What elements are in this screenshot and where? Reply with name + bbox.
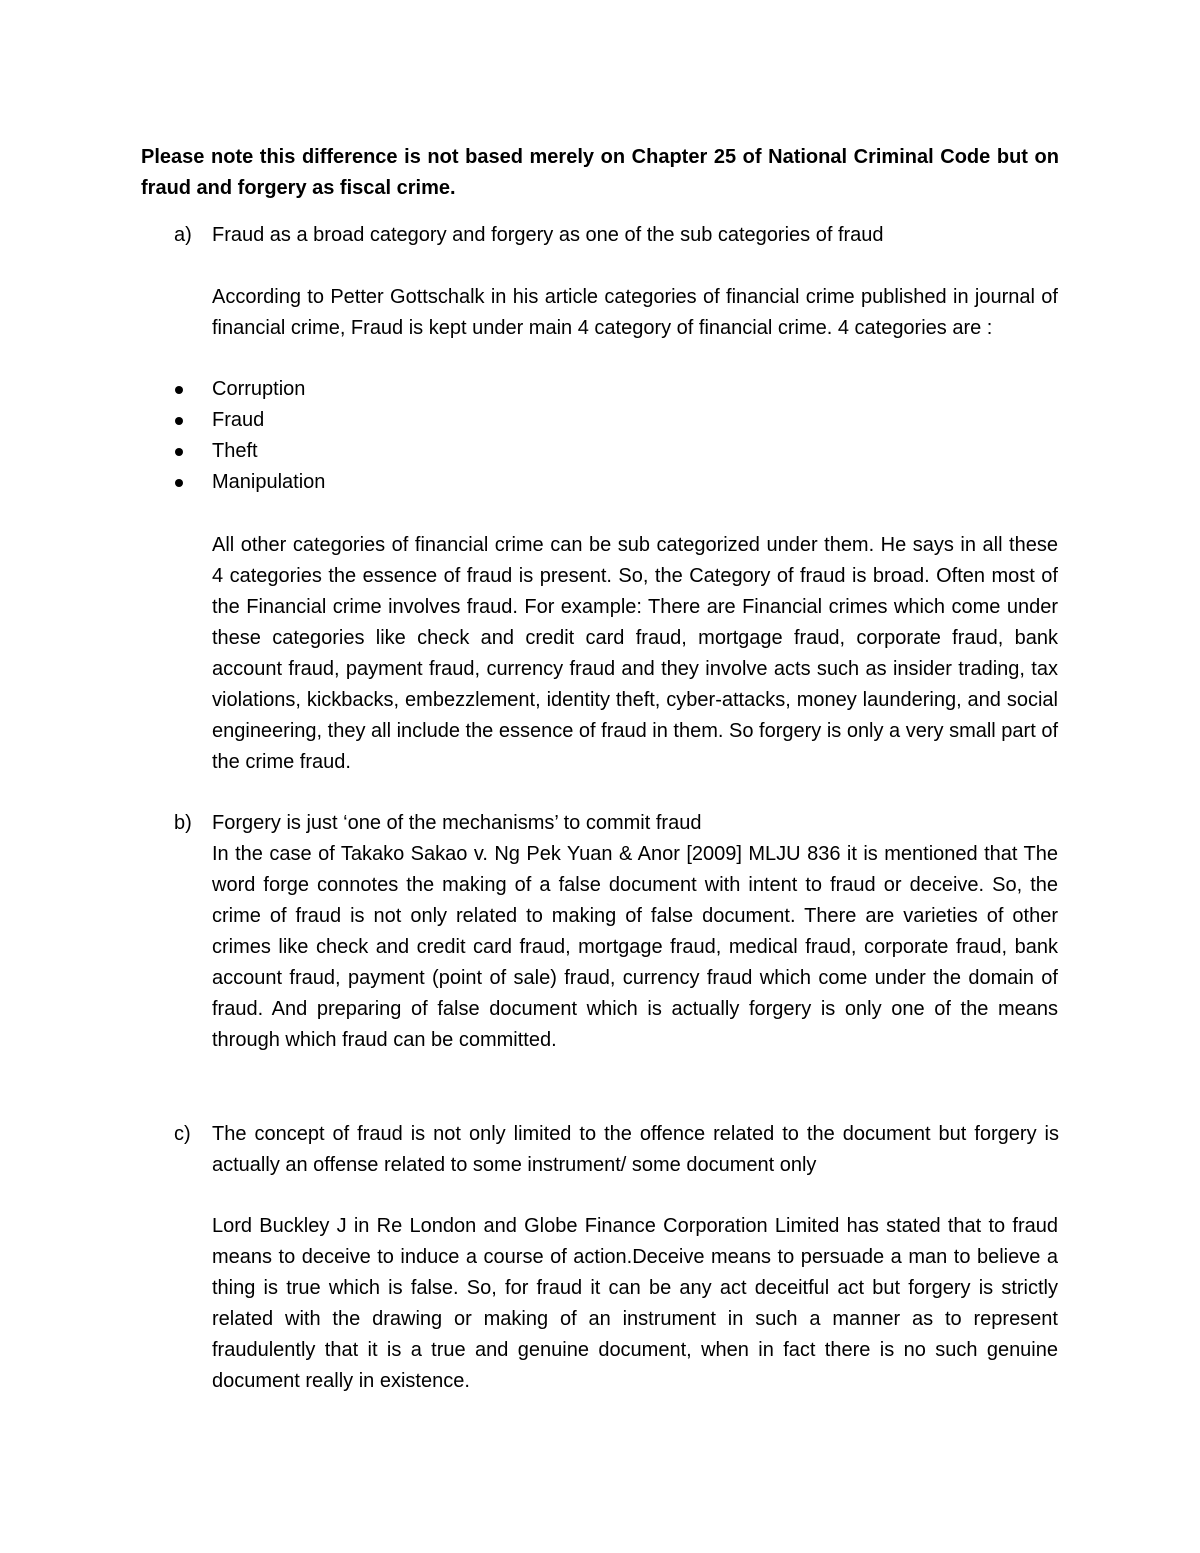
bullet-icon: [175, 448, 183, 456]
bullet-icon: [175, 386, 183, 394]
list-item-label: Fraud: [212, 409, 265, 431]
section-b-heading-row: [141, 808, 1059, 839]
list-item: [141, 436, 1059, 467]
section-c-marker: c): [174, 1123, 191, 1145]
section-a-paragraph-2: All other categories of financial crime can be sub categorized under them. He says in all these 4 categories the essence of fraud is present. So, the Category of fraud is broad. Often most of the Financial crime involves fraud. For example: There are Financial crimes which come under these categories like check and credit card fraud, mortgage fraud, corporate fraud, bank account fraud, payment fraud, currency fraud and they involve acts such as insider trading, tax violations, kickbacks, embezzlement, identity theft, cyber-attacks, money laundering, and social engineering, they all include the essence of fraud in them. So forgery is only a very small part of the crime fraud.: [212, 534, 1059, 773]
list-item-label: Theft: [212, 440, 258, 462]
list-item-label: Manipulation: [212, 471, 326, 493]
section-a-paragraph-1: According to Petter Gottschalk in his article categories of financial crime published in journal of financial crime, Fraud is kept under main 4 category of financial crime. 4 categories are :: [212, 286, 1058, 339]
list-item: [141, 405, 1059, 436]
section-a-heading: Fraud as a broad category and forgery as one of the sub categories of fraud: [212, 224, 884, 246]
bullet-icon: [175, 417, 183, 425]
section-b-paragraph: In the case of Takako Sakao v. Ng Pek Yuan & Anor [2009] MLJU 836 it is mentioned that The word forge connotes the making of a false document with intent to fraud or deceive. So, the crime of fraud is not only related to making of false document. There are varieties of other crimes like check and credit card fraud, mortgage fraud, medical fraud, corporate fraud, bank account fraud, payment (point of sale) fraud, currency fraud which come under the domain of fraud. And preparing of false document which is actually forgery is only one of the means through which fraud can be committed.: [212, 843, 1058, 1051]
section-a-marker: a): [174, 224, 192, 246]
section-c-heading: The concept of fraud is not only limited to the offence related to the document but forgery is actually an offense related to some instrument/ some document only: [212, 1123, 1059, 1176]
list-item: [141, 467, 1059, 498]
section-c-heading-row: [141, 1119, 1059, 1181]
section-c-paragraph: Lord Buckley J in Re London and Globe Finance Corporation Limited has stated that to fraud means to deceive to induce a course of action.Deceive means to persuade a man to believe a thing is true which is false. So, for fraud it can be any act deceitful act but forgery is strictly related with the drawing or making of an instrument in such a manner as to represent fraudulently that it is a true and genuine document, when in fact there is no such genuine document really in existence.: [212, 1215, 1058, 1392]
list-item: [141, 374, 1059, 405]
bullet-icon: [175, 479, 183, 487]
category-list: [141, 374, 1059, 498]
section-b-marker: b): [174, 812, 192, 834]
section-a-heading-row: [141, 220, 1059, 251]
list-item-label: Corruption: [212, 378, 306, 400]
intro-note: Please note this difference is not based merely on Chapter 25 of National Criminal Code but on fraud and forgery as fiscal crime.: [141, 146, 1059, 199]
section-b-heading: Forgery is just ‘one of the mechanisms’ to commit fraud: [212, 812, 702, 834]
